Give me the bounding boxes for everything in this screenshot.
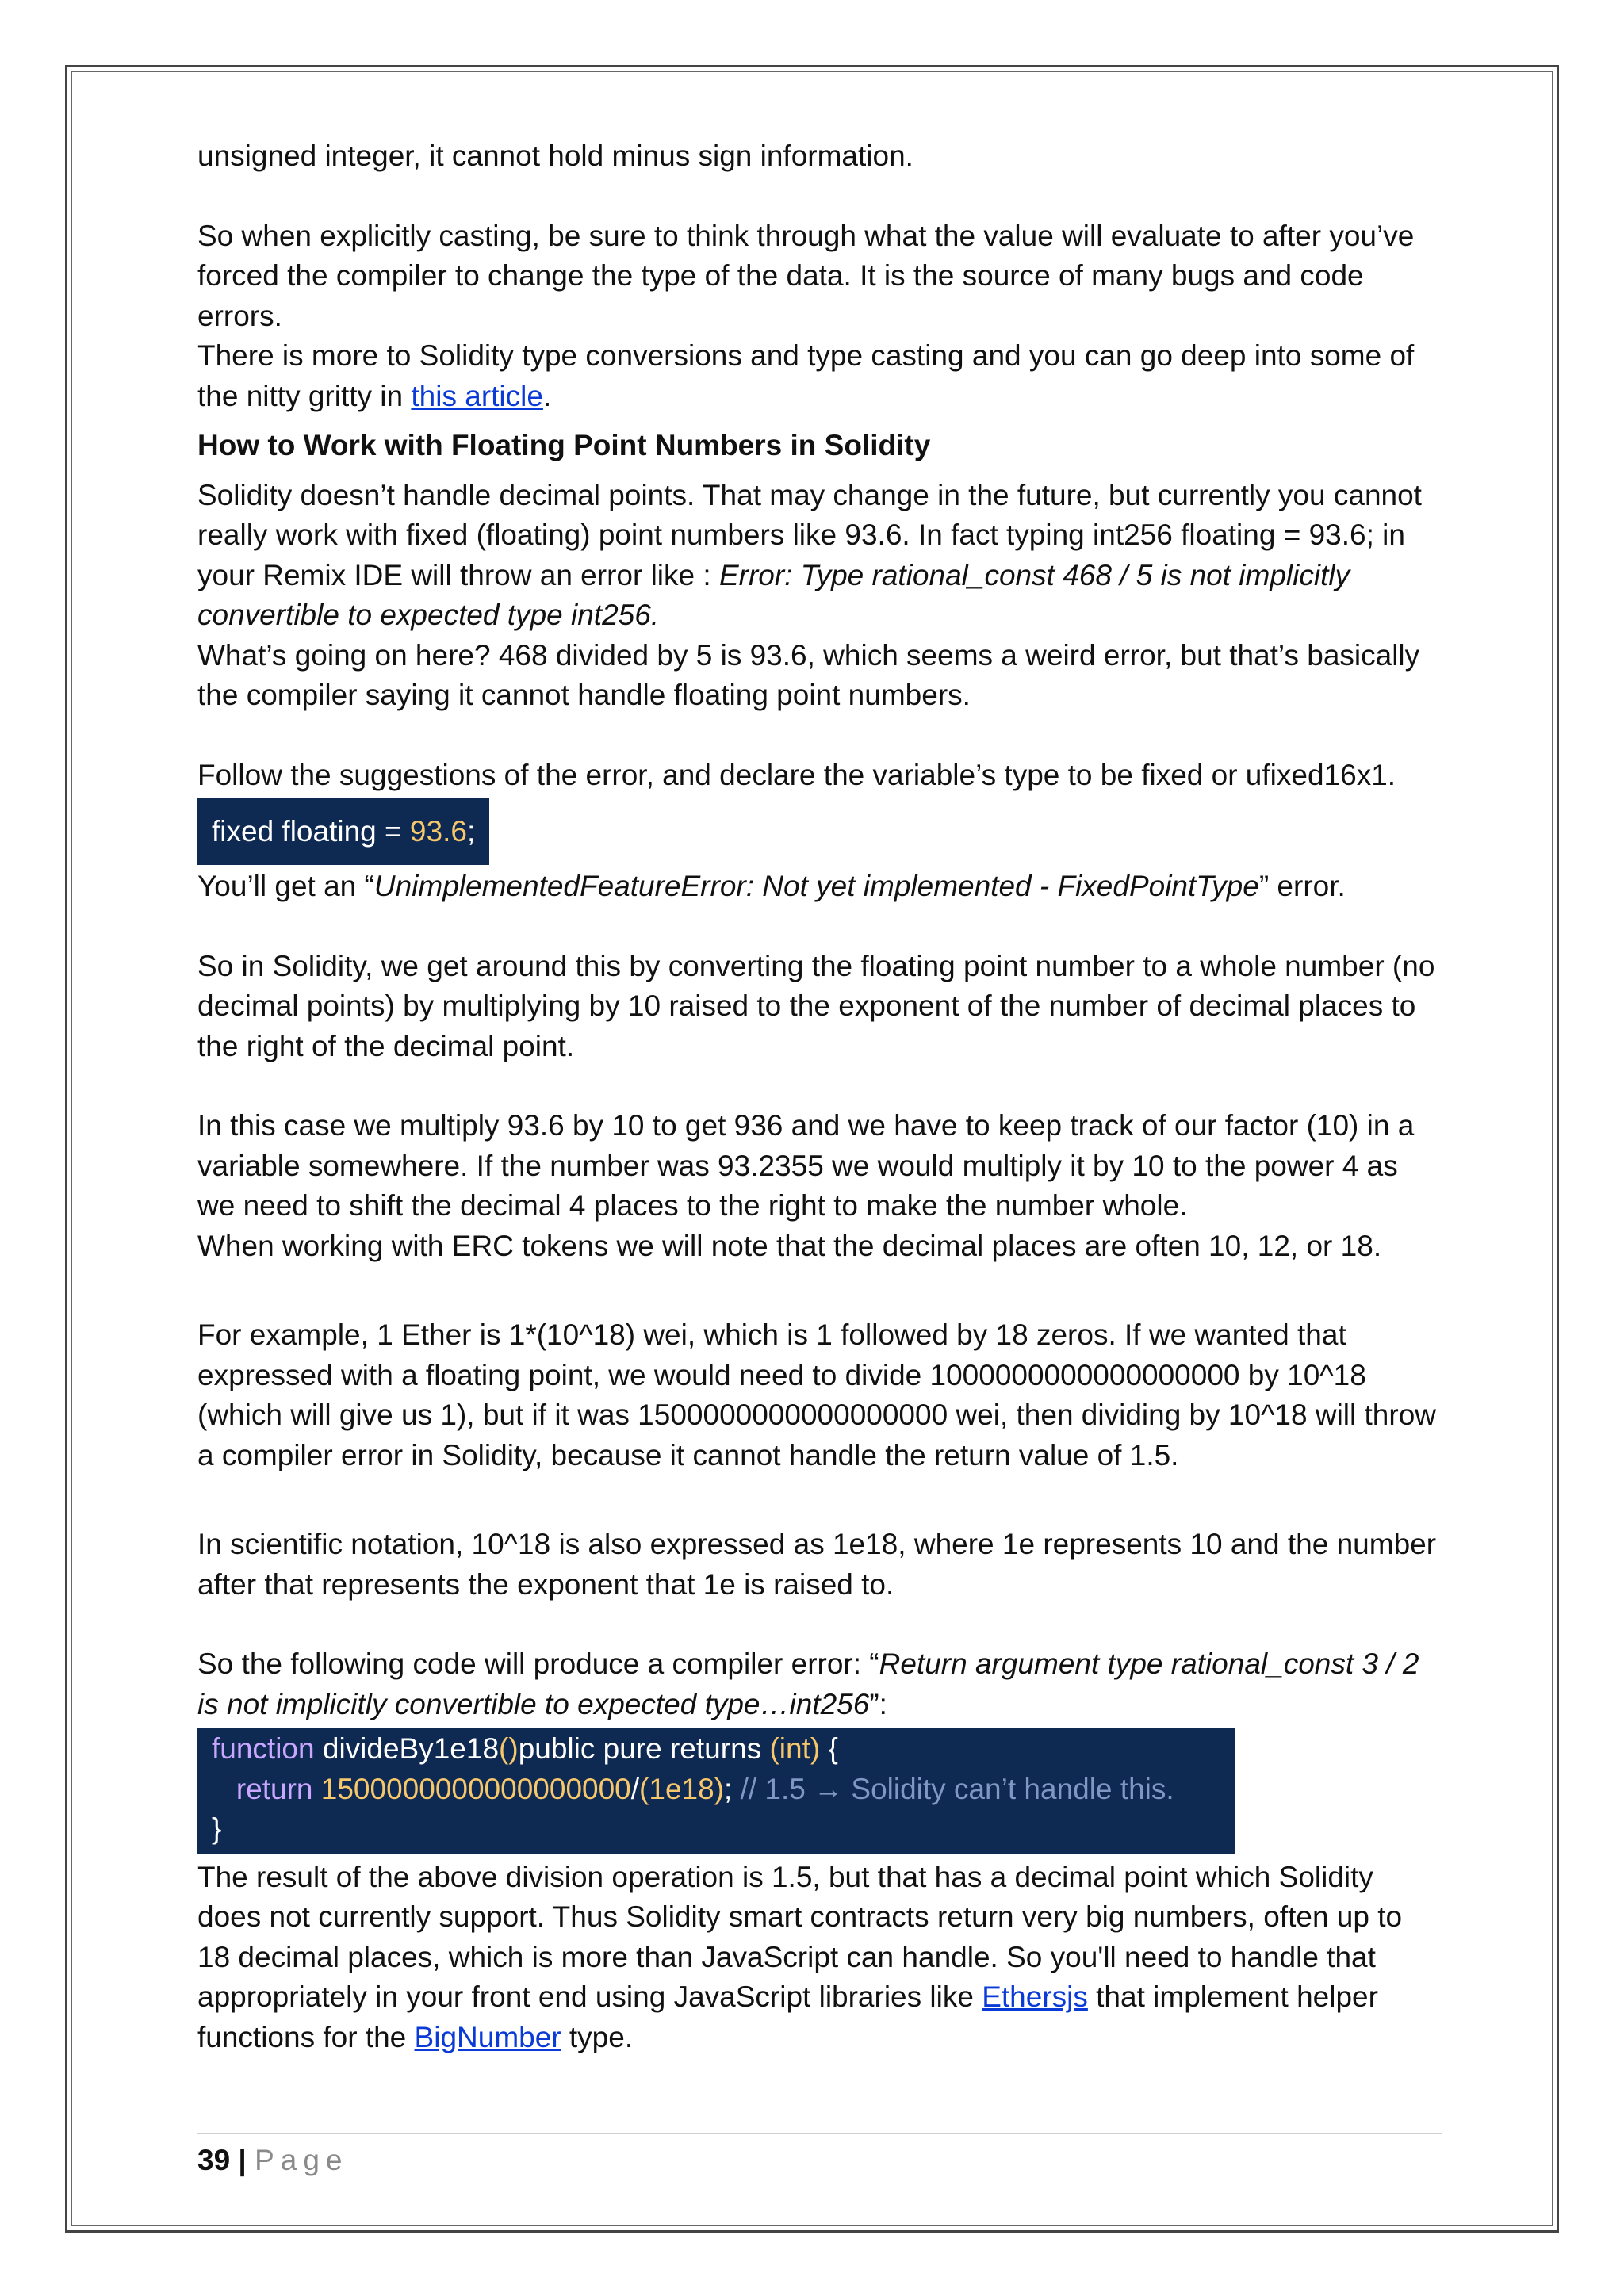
paragraph-erc-tokens: When working with ERC tokens we will note that the decimal places are often 10, 12, or 18. xyxy=(197,1229,1382,1262)
code-brace-open: { xyxy=(820,1732,838,1765)
unimplemented-suffix: ” error. xyxy=(1258,870,1346,902)
paragraph-whats-going-on: What’s going on here? 468 divided by 5 is 93.6, which seems a weird error, but that’s basically the compiler saying it cannot handle floating point numbers. xyxy=(197,638,1420,711)
code-divisor: 1e18 xyxy=(649,1772,714,1805)
page-number: 39 xyxy=(197,2144,231,2176)
bignumber-link[interactable]: BigNumber xyxy=(414,2020,561,2053)
compiler-error-prefix: So the following code will produce a compiler error: “ xyxy=(197,1647,879,1680)
code-arg-paren-close: ) xyxy=(714,1772,725,1805)
code-snippet-fixed xyxy=(197,798,489,865)
code-fixed-number: 93.6 xyxy=(409,815,467,848)
code-arg-paren-open: ( xyxy=(639,1772,649,1805)
paragraph-decimal-points xyxy=(197,476,1442,636)
result-text-b: that implement helper functions for the xyxy=(197,1980,1378,2053)
page-footer xyxy=(197,2141,349,2180)
code-block-divide xyxy=(197,1728,1235,1854)
ethersjs-link[interactable]: Ethersjs xyxy=(982,1980,1088,2013)
code-line-2 xyxy=(212,1770,1220,1810)
this-article-link[interactable]: this article xyxy=(411,379,543,412)
paragraph-get-around: So in Solidity, we get around this by converting the floating point number to a whole number (no decimal points) by multiplying by 10 raised to the exponent of the number of decimal places to the right of the decimal point. xyxy=(197,949,1435,1062)
code-indent xyxy=(212,1773,236,1805)
code-keyword-return: return xyxy=(236,1772,313,1805)
result-text-c: type. xyxy=(561,2020,634,2053)
code-modifiers: public pure returns xyxy=(518,1732,770,1765)
text-before-link: There is more to Solidity type conversions and type casting and you can go deep into some of the nitty gritty in xyxy=(197,339,1415,412)
code-semicolon: ; xyxy=(724,1772,741,1805)
error-message-return-argument: Return argument type rational_const 3 / 2 is not implicitly convertible to expected type…int256 xyxy=(197,1647,1419,1720)
text-after-link: . xyxy=(542,379,552,412)
result-text-a: The result of the above division operation is 1.5, but that has a decimal point which Solidity does not currently support. Thus Solidity smart contracts return very big numbers, often up to 18 decimal places, which is more than JavaScript can handle. So you'll need to handle that appropriately in your front end using JavaScript libraries like xyxy=(197,1860,1403,2013)
paragraph-explicit-casting: So when explicitly casting, be sure to think through what the value will evaluate to after you’ve forced the compiler to change the type of the data. It is the source of many bugs and code errors. xyxy=(197,219,1415,332)
paragraph-unimplemented-error xyxy=(197,867,1442,907)
code-space xyxy=(313,1773,321,1805)
page-label: Page xyxy=(255,2144,349,2176)
paragraph-type-conversions xyxy=(197,336,1442,416)
paragraph-unsigned: unsigned integer, it cannot hold minus sign information. xyxy=(197,140,914,172)
code-line-3: } xyxy=(212,1812,222,1845)
code-function-name: divideBy1e18 xyxy=(314,1732,500,1765)
paragraph-result-division xyxy=(197,1858,1442,2058)
section-heading: How to Work with Floating Point Numbers in Solidity xyxy=(197,429,931,461)
decimal-points-text: Solidity doesn’t handle decimal points. That may change in the future, but currently you cannot really work with fixed (floating) point numbers like 93.6. In fact typing int256 floating = 93.6; in your Remix IDE will throw an error like : xyxy=(197,478,1422,591)
paragraph-multiply: In this case we multiply 93.6 by 10 to get 936 and we have to keep track of our factor (10) in a variable somewhere. If the number was 93.2355 we would multiply it by 10 to the power 4 as we need to shift the decimal 4 places to the right to make the number whole. xyxy=(197,1109,1415,1222)
code-big-number: 1500000000000000000 xyxy=(320,1772,631,1805)
code-divide-operator: / xyxy=(630,1772,640,1805)
code-keyword-function: function xyxy=(212,1732,315,1765)
code-fixed-semicolon: ; xyxy=(466,815,476,848)
code-return-type: int xyxy=(779,1732,810,1765)
footer-divider xyxy=(197,2133,1442,2134)
error-message-rational: Error: Type rational_const 468 / 5 is not implicitly convertible to expected type int256. xyxy=(197,558,1350,631)
error-message-unimplemented: UnimplementedFeatureError: Not yet implemented - FixedPointType xyxy=(373,870,1259,902)
page-content xyxy=(197,136,1442,2057)
unimplemented-prefix: You’ll get an “ xyxy=(197,870,374,902)
paragraph-scientific-notation: In scientific notation, 10^18 is also expressed as 1e18, where 1e represents 10 and the number after that represents the exponent that 1e is raised to. xyxy=(197,1528,1437,1601)
code-line-1 xyxy=(212,1729,1220,1770)
paragraph-ether-example: For example, 1 Ether is 1*(10^18) wei, which is 1 followed by 18 zeros. If we wanted that expressed with a floating point, we would need to divide 1000000000000000000 by 10^18 (which will give us 1), but if it was 1500000000000000000 wei, then dividing by 10^18 will throw a compiler error in Solidity, because it cannot handle the return value of 1.5. xyxy=(197,1318,1437,1471)
footer-separator: | xyxy=(230,2144,255,2176)
paragraph-compiler-error xyxy=(197,1644,1442,1724)
code-comment: // 1.5 → Solidity can’t handle this. xyxy=(740,1772,1174,1805)
compiler-error-suffix: ”: xyxy=(869,1687,887,1720)
code-paren-open: ( xyxy=(769,1732,779,1765)
code-paren-empty: () xyxy=(499,1732,519,1765)
code-fixed-text: fixed floating = xyxy=(212,815,410,848)
code-paren-close: ) xyxy=(810,1732,821,1765)
paragraph-follow-suggestions: Follow the suggestions of the error, and declare the variable’s type to be fixed or ufixed16x1. xyxy=(197,758,1396,791)
